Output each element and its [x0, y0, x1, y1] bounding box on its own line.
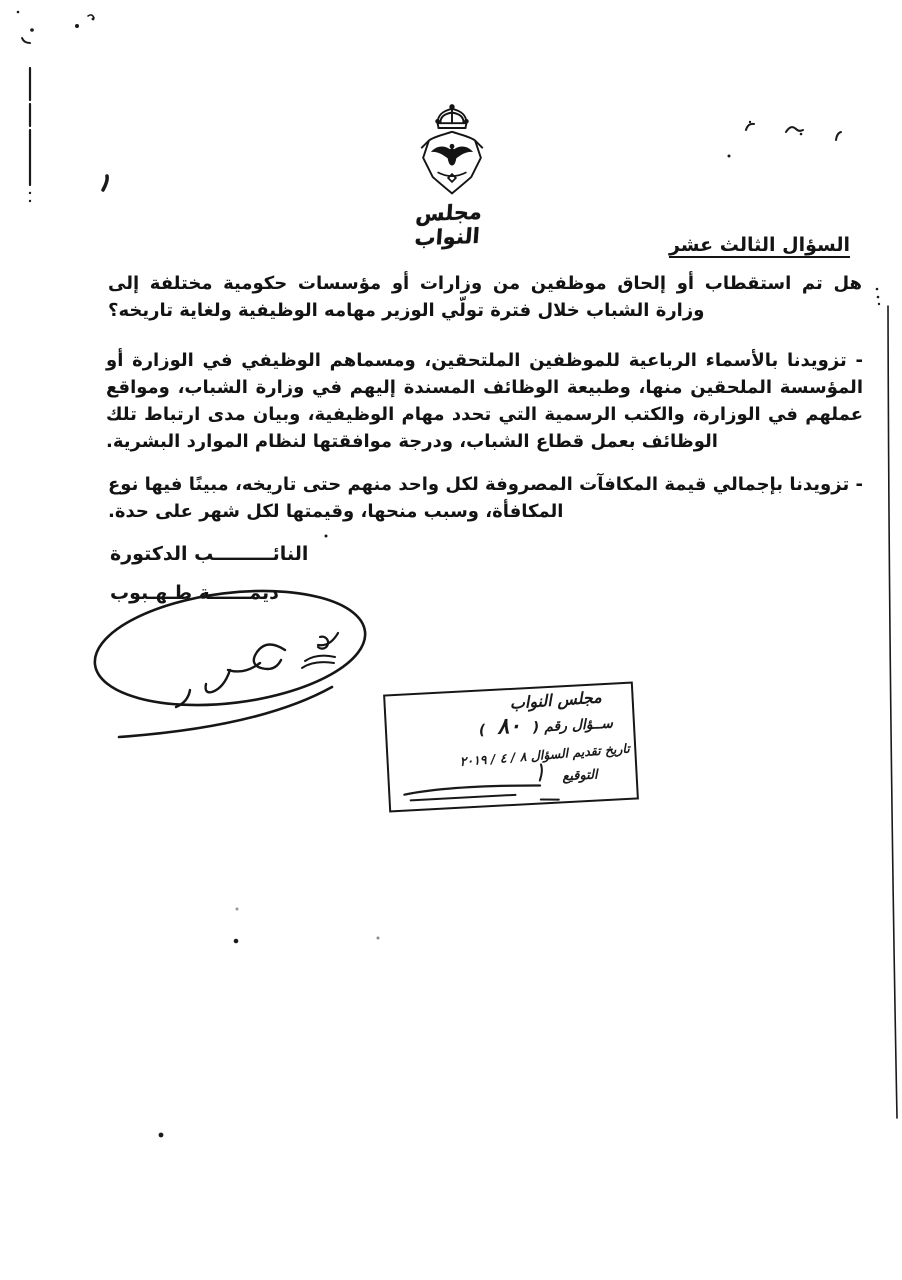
signatory-role: النائـــــــــب الدكتورة: [110, 543, 309, 565]
assembly-calligraphy: مجلس النواب: [413, 199, 483, 251]
handwritten-signature: [80, 575, 410, 785]
question-heading: السؤال الثالث عشر: [668, 234, 850, 256]
stamp-date-line: تاريخ تقديم السؤال ٨ / ٤ / ٢٠١٩: [458, 740, 630, 769]
signatory-name: ديمــــــة طـهـبوب: [110, 582, 279, 604]
eagle-icon: [431, 144, 473, 166]
crown-icon: [436, 105, 468, 128]
question-paragraph-1: هل تم استقطاب أو إلحاق موظفين من وزارات أو مؤسسات حكومية مختلفة إلى وزارة الشباب خلال فترة تولّي الوزير مهامه الوظيفية ولغاية تاريخه؟: [108, 273, 862, 321]
stamp-org: مجلس النواب: [508, 687, 603, 713]
question-paragraph-2: - تزويدنا بالأسماء الرباعية للموظفين الملتحقين، ومسماهم الوظيفي في الوزارة أو المؤسسة الملحقين منها، وطبيعة الوظائف المسندة إليهم في وزارة الشباب، ومواقع عملهم في الوزارة، والكتب الرسمية التي تحدد مهام الوظيفية، وبيان مدى ارتباط تلك الوظائف بعمل قطاع الشباب، ودرجة موافقتها لنظام الموارد البشرية.: [106, 350, 863, 452]
stamp-question-label: ســؤال رقم (: [532, 715, 614, 736]
ribbon-and-star: [438, 172, 467, 182]
stamp-question-number: ٨٠: [496, 713, 522, 740]
received-stamp-box: [383, 682, 639, 813]
stamp-signature-label: التوقيع: [561, 767, 598, 785]
stamp-question-number-line: [478, 709, 613, 741]
jordan-coat-of-arms: [406, 103, 498, 203]
stamp-paren-close: ): [478, 722, 486, 739]
question-paragraph-3: - تزويدنا بإجمالي قيمة المكافآت المصروفة لكل واحد منهم حتى تاريخه، مبينًا فيها نوع المكافأة، وسبب منحها، وقيمتها لكل شهر على حدة.: [108, 474, 863, 522]
